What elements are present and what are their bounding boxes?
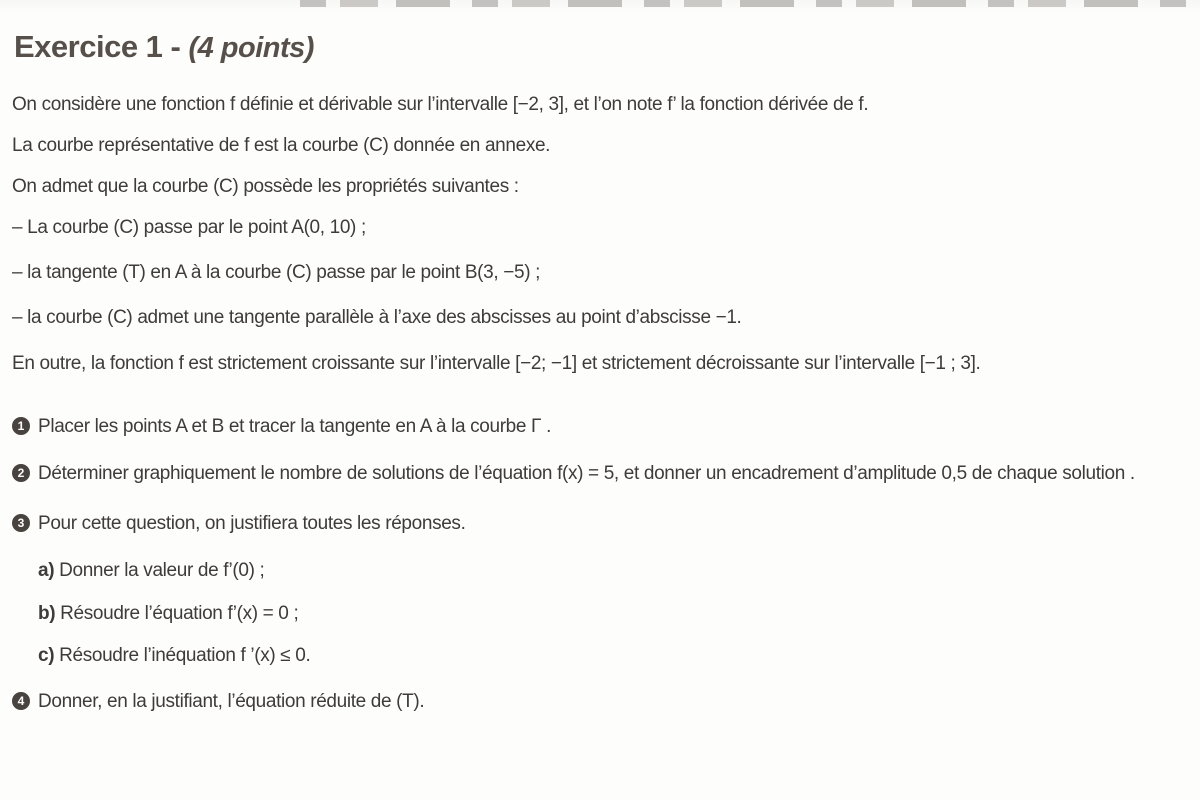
exercise-title bbox=[14, 28, 1192, 67]
exercise-title-main: Exercice 1 - bbox=[14, 29, 189, 64]
question-3 bbox=[12, 512, 1192, 535]
question-3-subquestions bbox=[12, 559, 1192, 667]
subquestion-c bbox=[38, 644, 1192, 667]
intro-paragraph-3: On admet que la courbe (C) possède les propriétés suivantes : bbox=[12, 176, 519, 197]
exercise-title-points: (4 points) bbox=[188, 32, 314, 64]
property-item: – La courbe (C) passe par le point A(0, 10) ; bbox=[12, 217, 366, 238]
question-text: Donner, en la justifiant, l’équation réduite de (T). bbox=[38, 691, 425, 712]
note-paragraph: En outre, la fonction f est strictement croissante sur l’intervalle [−2; −1] et strictement décroissante sur l’intervalle [−1 ; 3]. bbox=[12, 353, 981, 374]
question-text: Pour cette question, on justifiera toutes les réponses. bbox=[38, 513, 466, 534]
subquestion-text: Résoudre l’inéquation f ’(x) ≤ 0. bbox=[54, 645, 311, 666]
subquestion-label: b) bbox=[38, 603, 56, 624]
question-2 bbox=[12, 462, 1192, 485]
subquestion-text: Donner la valeur de f’(0) ; bbox=[54, 560, 265, 581]
subquestion-a bbox=[38, 559, 1192, 582]
question-number-badge: 2 bbox=[12, 464, 30, 482]
intro-paragraph-1: On considère une fonction f définie et dérivable sur l’intervalle [−2, 3], et l’on note f’ la fonction dérivée de f. bbox=[12, 94, 869, 115]
question-4 bbox=[12, 690, 1192, 713]
property-item: – la tangente (T) en A à la courbe (C) passe par le point B(3, −5) ; bbox=[12, 262, 541, 283]
subquestion-text: Résoudre l’équation f’(x) = 0 ; bbox=[55, 603, 299, 624]
intro-paragraph-2: La courbe représentative de f est la courbe (C) donnée en annexe. bbox=[12, 135, 551, 156]
property-item: – la courbe (C) admet une tangente parallèle à l’axe des abscisses au point d’abscisse −1. bbox=[12, 307, 742, 328]
question-text: Placer les points A et B et tracer la tangente en A à la courbe Γ . bbox=[38, 416, 552, 437]
question-number-badge: 3 bbox=[12, 514, 30, 532]
subquestion-label: a) bbox=[38, 560, 55, 581]
subquestion-b bbox=[38, 602, 1192, 625]
question-number-badge: 4 bbox=[12, 692, 30, 710]
question-text: Déterminer graphiquement le nombre de solutions de l’équation f(x) = 5, et donner un encadrement d’amplitude 0,5 de chaque solution . bbox=[38, 463, 1135, 484]
question-1 bbox=[12, 415, 1192, 438]
subquestion-label: c) bbox=[38, 645, 55, 666]
question-number-badge: 1 bbox=[12, 417, 30, 435]
